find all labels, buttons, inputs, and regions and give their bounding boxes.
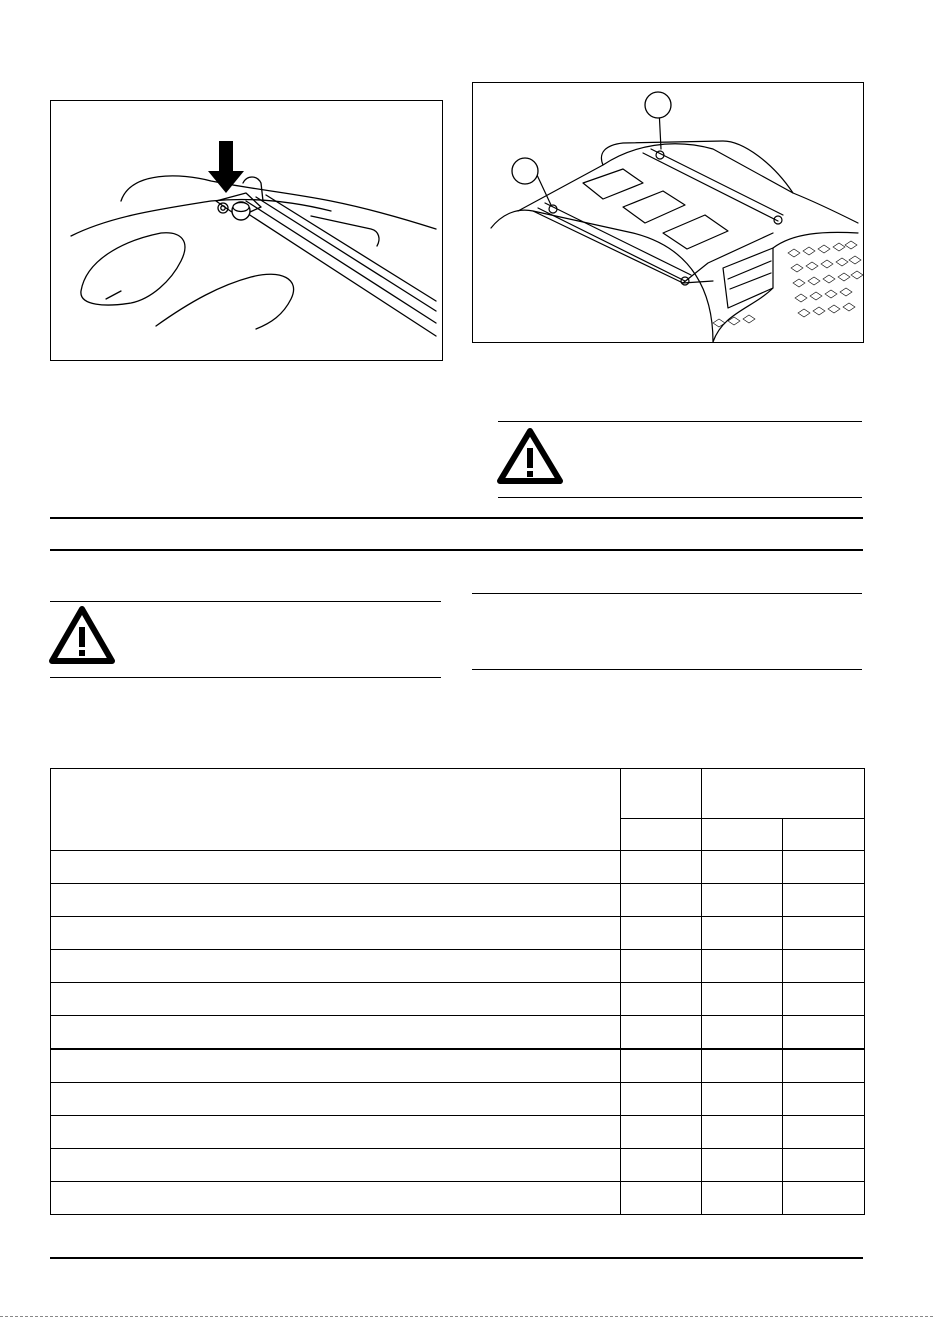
table-header-row [51, 769, 865, 819]
table-cell [51, 983, 621, 1016]
table-cell [51, 1115, 621, 1148]
table-cell [702, 1049, 783, 1082]
warning-triangle-icon [497, 428, 563, 484]
table-header-cell [702, 769, 865, 819]
table-cell [702, 1148, 783, 1181]
table-header-cell [621, 819, 702, 851]
table-cell [51, 917, 621, 950]
table-cell [783, 950, 865, 983]
table-cell [621, 917, 702, 950]
table-cell [51, 1148, 621, 1181]
section-rule [50, 549, 863, 551]
table-row [51, 1181, 865, 1214]
note-top-rule [472, 593, 862, 594]
table-cell [621, 1049, 702, 1082]
table-cell [621, 884, 702, 917]
warning-top-rule [498, 421, 862, 422]
table-row [51, 1148, 865, 1181]
down-arrow-icon [208, 141, 244, 193]
warning-bottom-rule [50, 677, 441, 678]
table-cell [783, 851, 865, 884]
table-cell [702, 1016, 783, 1049]
warning-bottom-rule [498, 497, 862, 498]
table-cell [702, 851, 783, 884]
table-cell [621, 1181, 702, 1214]
table-cell [783, 1115, 865, 1148]
figure-left [50, 100, 443, 361]
table-row [51, 1049, 865, 1082]
table-cell [702, 884, 783, 917]
table-header-cell [702, 819, 783, 851]
table-row [51, 917, 865, 950]
table-cell [621, 1115, 702, 1148]
table-row [51, 950, 865, 983]
table-row [51, 1082, 865, 1115]
table-cell [702, 1115, 783, 1148]
table-cell [783, 983, 865, 1016]
callout-marker [645, 92, 671, 118]
section-rule [50, 517, 863, 519]
callout-marker [512, 158, 538, 184]
note-bottom-rule [472, 669, 862, 670]
table-row [51, 1115, 865, 1148]
table-cell [702, 983, 783, 1016]
table-cell [621, 983, 702, 1016]
table-cell [51, 1016, 621, 1049]
table-cell [51, 1082, 621, 1115]
table-cell [783, 917, 865, 950]
table-cell [783, 1082, 865, 1115]
table-cell [51, 1181, 621, 1214]
table-cell [783, 1049, 865, 1082]
figure-right [472, 82, 864, 343]
table-row [51, 1016, 865, 1049]
table-cell [783, 1016, 865, 1049]
table-cell [702, 917, 783, 950]
table-cell [621, 851, 702, 884]
page-edge-dash [0, 1316, 933, 1317]
table-row [51, 851, 865, 884]
warning-triangle-icon [49, 606, 115, 664]
table-cell [702, 1181, 783, 1214]
warning-top-rule [50, 601, 441, 602]
table-cell [51, 950, 621, 983]
table-cell [621, 1016, 702, 1049]
table-header-cell [51, 769, 621, 851]
table-cell [51, 851, 621, 884]
table-cell [783, 1181, 865, 1214]
table-cell [702, 950, 783, 983]
table-header-cell [783, 819, 865, 851]
table-cell [702, 1082, 783, 1115]
table-cell [51, 884, 621, 917]
table-row [51, 884, 865, 917]
maintenance-table [50, 768, 865, 1215]
table-cell [621, 1148, 702, 1181]
footer-rule [50, 1257, 863, 1259]
table-cell [51, 1049, 621, 1082]
table-row [51, 983, 865, 1016]
table-cell [783, 884, 865, 917]
table-cell [621, 1082, 702, 1115]
table-cell [783, 1148, 865, 1181]
table-cell [621, 950, 702, 983]
table-header-cell [621, 769, 702, 819]
